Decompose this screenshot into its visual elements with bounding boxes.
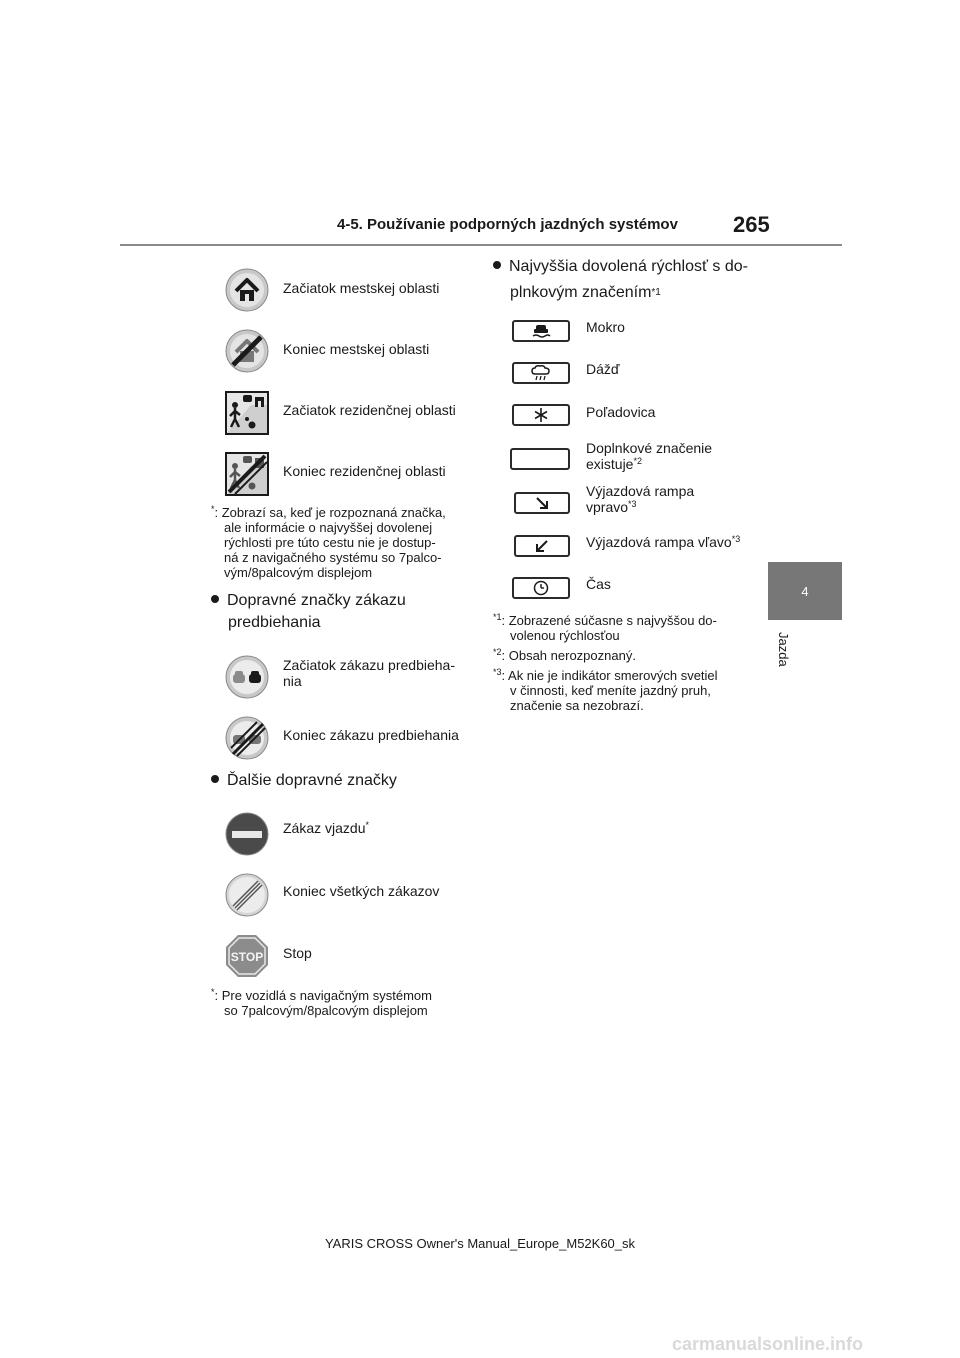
footnote-navigation-system: *: Pre vozidlá s navigačným systémom so 7palcovým/8palcovým displejom [211, 987, 432, 1018]
heading-speed-limit-supplementary: Najvyššia dovolená rýchlosť s do- plnkovým značením$^{*1}$ [493, 256, 748, 304]
urban-area-end-label: Koniec mestskej oblasti [283, 341, 430, 357]
footer-document-id: YARIS CROSS Owner's Manual_Europe_M52K60_sk [324, 1236, 636, 1251]
footnote-2: $^{*2}$: Obsah nerozpoznaný. [493, 647, 636, 663]
stop-label: Stop [283, 945, 312, 961]
no-overtaking-start-sign-icon [225, 655, 269, 699]
exit-ramp-right-label: Výjazdová rampa vpravo$^{*3}$ [586, 483, 695, 515]
no-overtaking-start-label: Začiatok zákazu predbieha- nia [283, 657, 455, 689]
residential-area-start-sign-icon [225, 391, 269, 435]
residential-area-end-sign-icon [225, 452, 269, 496]
chapter-number: 4 [801, 583, 809, 599]
exit-ramp-left-label: Výjazdová rampa vľavo$^{*3}$ [586, 534, 741, 550]
stop-sign-text: STOP [230, 950, 264, 964]
arrow-down-left-icon [514, 535, 570, 557]
no-overtaking-end-label: Koniec zákazu predbiehania [283, 727, 459, 743]
no-overtaking-end-sign-icon [225, 716, 269, 760]
ice-label: Poľadovica [586, 404, 656, 420]
header-divider [120, 244, 842, 246]
residential-area-end-label: Koniec rezidenčnej oblasti [283, 463, 446, 479]
end-of-restrictions-label: Koniec všetkých zákazov [283, 883, 440, 899]
chapter-label: Jazda [776, 632, 791, 667]
rain-label: Dážď [586, 361, 620, 377]
urban-area-end-sign-icon [225, 329, 269, 373]
watermark: carmanualsonline.info [672, 1334, 864, 1354]
urban-area-start-sign-icon [225, 268, 269, 312]
footnote-1: $^{*1}$: Zobrazené súčasne s najvyššou do- [493, 612, 717, 628]
footnote-display-condition: *: Zobrazí sa, keď je rozpoznaná značka, ale informácie o najvyššej dovolenej rýchlosti pre túto cestu nie je dostup- ná z navigačného systému so 7palco- vým/8palcovým displejom [211, 504, 446, 580]
heading-no-overtaking-signs: Dopravné značky zákazu predbiehania [211, 590, 406, 634]
time-label: Čas [586, 576, 611, 592]
no-entry-label: Zákaz vjazdu* [283, 820, 369, 836]
end-of-restrictions-sign-icon [225, 873, 269, 917]
no-entry-sign-icon [225, 812, 269, 856]
footnotes-right: $^{*1}$: Zobrazené súčasne s najvyššou do- volenou rýchlosťou $^{*2}$: Obsah nerozpoznaný. $^{*3}$: Ak nie je indikátor smerových svetiel v činnosti, keď meníte jazdný pruh, značenie sa nezobrazí. [493, 613, 763, 713]
heading-other-signs: Ďalšie dopravné značky [211, 770, 397, 792]
supplementary-exists-label: Doplnkové značenie existuje$^{*2}$ [586, 440, 713, 472]
chapter-tab[interactable] [768, 562, 842, 620]
arrow-down-right-icon [514, 492, 570, 514]
footnote-3: $^{*3}$: Ak nie je indikátor smerových svetiel [493, 667, 718, 683]
section-title: 4-5. Používanie podporných jazdných systémov [337, 216, 678, 233]
residential-area-start-label: Začiatok rezidenčnej oblasti [283, 402, 456, 418]
clock-icon [512, 577, 570, 599]
page-number: 265 [733, 212, 770, 237]
rain-icon [512, 362, 570, 384]
urban-area-start-label: Začiatok mestskej oblasti [283, 280, 440, 296]
wet-road-icon [512, 320, 570, 342]
wet-label: Mokro [586, 319, 625, 335]
stop-sign-icon [225, 934, 269, 978]
blank-supplementary-sign-icon [510, 448, 570, 470]
snowflake-icon [512, 404, 570, 426]
